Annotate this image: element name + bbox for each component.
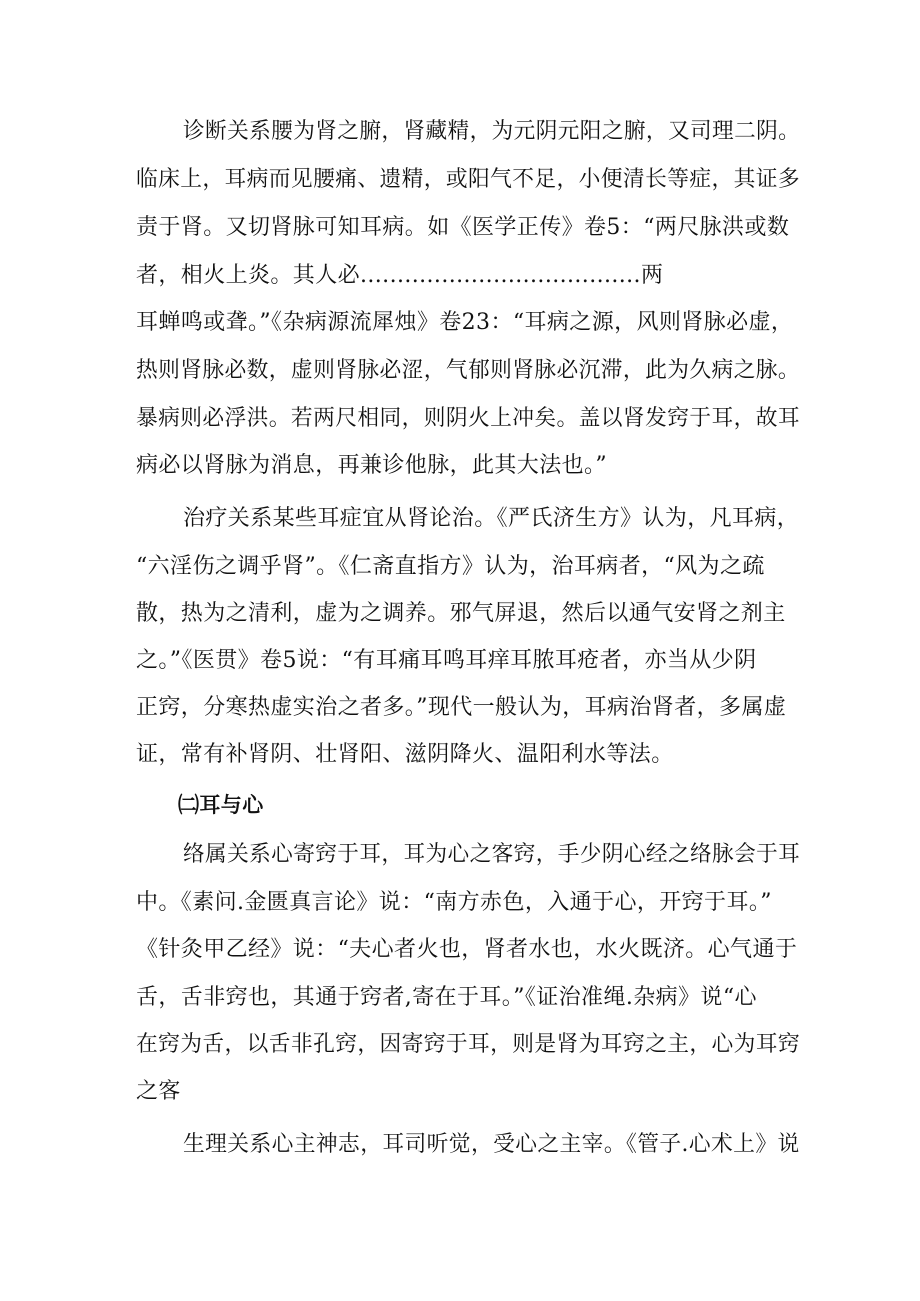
text-line-16: 络属关系心寄窍于耳，耳为心之客窍，手少阴心经之络脉会于耳 <box>183 842 801 867</box>
text-line-14: 证，常有补肾阴、壮肾阳、滋阴降火、温阳利水等法。 <box>136 742 674 767</box>
text-line-12: 之。”《医贯》卷5说：“有耳痛耳鸣耳痒耳脓耳疮者，亦当从少阴 <box>136 648 757 673</box>
text-line-13: 正窍，分寒热虚实治之者多。”现代一般认为，耳病治肾者，多属虚 <box>136 695 787 720</box>
text-line-1: 诊断关系腰为肾之腑，肾藏精，为元阴元阳之腑，又司理二阴。 <box>183 119 801 144</box>
text-line-5: 耳蝉鸣或聋。”《杂病源流犀烛》卷23：“耳病之源，风则肾脉必虚， <box>136 310 794 335</box>
text-line-8: 病必以肾脉为消息，再兼诊他脉，此其大法也。” <box>136 453 608 478</box>
text-line-4: 者，相火上炎。其人必......................................两 <box>136 263 664 288</box>
text-line-2: 临床上，耳病而见腰痛、遗精，或阳气不足，小便清长等症，其证多 <box>136 167 801 192</box>
section-heading: ㈡耳与心 <box>178 792 264 817</box>
text-line-18: 《针灸甲乙经》说：“夫心者火也，肾者水也，水火既济。心气通于 <box>136 937 798 962</box>
text-line-22: 生理关系心主神志，耳司听觉，受心之主宰。《管子.心术上》说 <box>183 1132 800 1157</box>
text-line-6: 热则肾脉必数，虚则肾脉必涩，气郁则肾脉必沉滞，此为久病之脉。 <box>136 358 801 383</box>
text-line-7: 暴病则必浮洪。若两尺相同，则阴火上冲矣。盖以肾发窍于耳，故耳 <box>136 406 801 431</box>
text-line-19: 舌，舌非窍也，其通于窍者,寄在于耳。”《证治准绳.杂病》说“心 <box>136 985 757 1010</box>
text-line-11: 散，热为之清利，虚为之调养。邪气屏退，然后以通气安肾之剂主 <box>136 601 786 626</box>
text-line-10: “六淫伤之调乎肾”。《仁斋直指方》认为，治耳病者，“风为之疏 <box>136 554 765 579</box>
text-line-17: 中。《素问.金匮真言论》说：“南方赤色，入通于心，开窍于耳。” <box>136 890 772 915</box>
text-line-21: 之客 <box>136 1079 181 1104</box>
text-line-9: 治疗关系某些耳症宜从肾论治。《严氏济生方》认为，凡耳病， <box>183 506 800 531</box>
text-line-20: 在窍为舌，以舌非孔窍，因寄窍于耳，则是肾为耳窍之主，心为耳窍 <box>136 1032 801 1057</box>
text-line-3: 责于肾。又切肾脉可知耳病。如《医学正传》卷5：“两尺脉洪或数 <box>136 215 790 240</box>
